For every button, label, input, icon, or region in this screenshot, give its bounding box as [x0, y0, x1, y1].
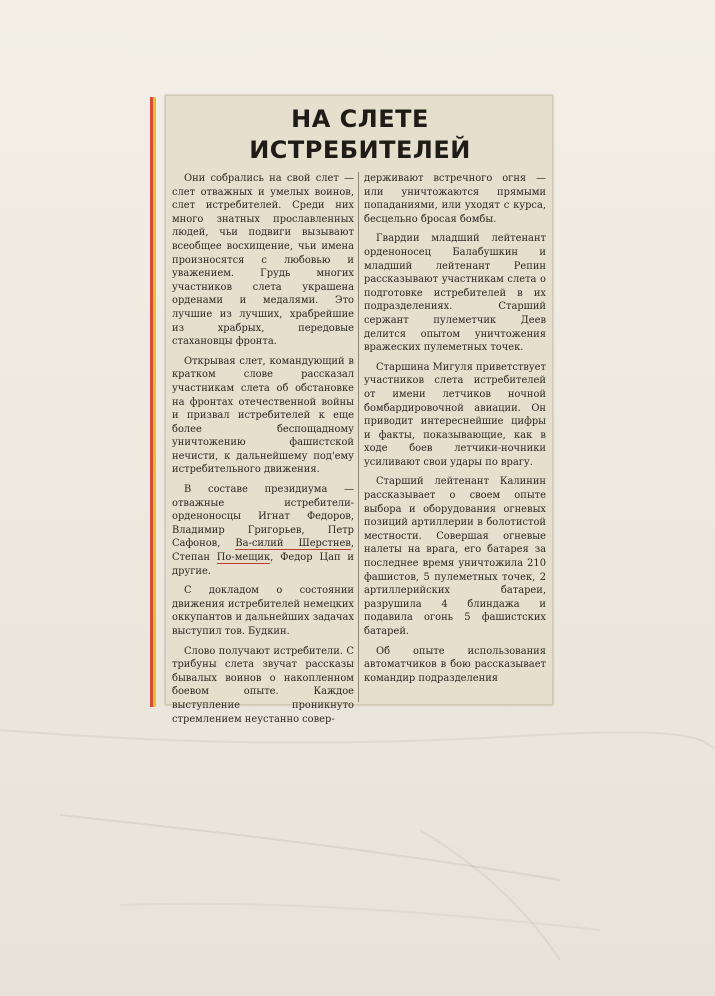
- paragraph: Слово получают истребители. С трибуны слета звучат рассказы бывалых воинов о накопленном боевом опыте. Каждое выступление проникнуто стремлением неустанно совер-: [172, 645, 354, 725]
- newspaper-clipping: [165, 95, 553, 725]
- headline-line-2: ИСТРЕБИТЕЛЕЙ: [249, 136, 471, 164]
- headline-line-1: НА СЛЕТЕ: [291, 105, 429, 133]
- underlined-name: силий Шерстнев: [251, 538, 351, 550]
- underlined-name: По-: [216, 552, 235, 564]
- paragraph: Об опыте использования автоматчиков в бою рассказывает командир подразделения: [364, 645, 546, 684]
- paragraph: Гвардии младший лейтенант орденоносец Балабушкин и младший лейтенант Репин рассказывают участникам слета о подготовке истребителей в их подразделениях. Старший сержант пулеметчик Деев делится опытом уничтожения вражеских пулеметных точек.: [364, 233, 546, 354]
- presidium-text: , Федор Цап и другие.: [172, 552, 354, 577]
- column-divider: [358, 172, 359, 702]
- paragraph: держивают встречного огня — или уничтожаются прямыми попаданиями, или уходят с курса, бесцельно бросая бомбы.: [364, 173, 546, 225]
- presidium-text: , Степан: [172, 538, 354, 564]
- left-column: [172, 172, 354, 732]
- underlined-name: Ва-: [235, 538, 252, 550]
- yellow-margin-stripe: [153, 97, 156, 707]
- underlined-name: мещик: [234, 552, 271, 564]
- paragraph: С докладом о состоянии движения истребителей немецких оккупантов и дальнейших задачах выступил тов. Будкин.: [172, 585, 354, 637]
- paragraph: Старшина Мигуля приветствует участников слета истребителей от имени летчиков ночной бомбардировочной авиации. Он приводит интереснейшие цифры и факты, показывающие, как в ходе боев летчики-ночники усиливают свои удары по врагу.: [364, 361, 546, 468]
- right-column: [364, 172, 546, 691]
- presidium-paragraph: [172, 483, 354, 578]
- paragraph: Старший лейтенант Калинин рассказывает о своем опыте выбора и оборудования огневых позиций артиллерии в болотистой местности. Совершая огневые налеты на врага, его батарея за последнее время уничтожила 210 фашистов, 5 пулеметных точек, 2 артиллерийских батареи, разрушила 4 блиндажа и подавила огонь 5 фашистских батарей.: [364, 476, 546, 637]
- paragraph: Они собрались на свой слет — слет отважных и умелых воинов, слет истребителей. Среди них много знатных прославленных людей, чьи подвиги вызывают всеобщее восхищение, чьи имена произносятся с любовью и уважением. Грудь многих участников слета украшена орденами и медалями. Это лучшие из лучших, храбрейшие из храбрых, передовые стахановцы фронта.: [172, 173, 354, 348]
- presidium-text: В составе президиума — отважные истребители-орденоносцы Игнат Федоров, Владимир Григорьев, Петр Сафонов,: [172, 484, 354, 550]
- article-headline: [166, 104, 554, 166]
- paragraph: Открывая слет, командующий в кратком слове рассказал участникам слета об обстановке на фронтах отечественной войны и призвал истребителей к еще более беспощадному уничтожению фашистской нечисти, к дальнейшему под'ему истребительного движения.: [172, 355, 354, 476]
- article-body: [172, 172, 548, 725]
